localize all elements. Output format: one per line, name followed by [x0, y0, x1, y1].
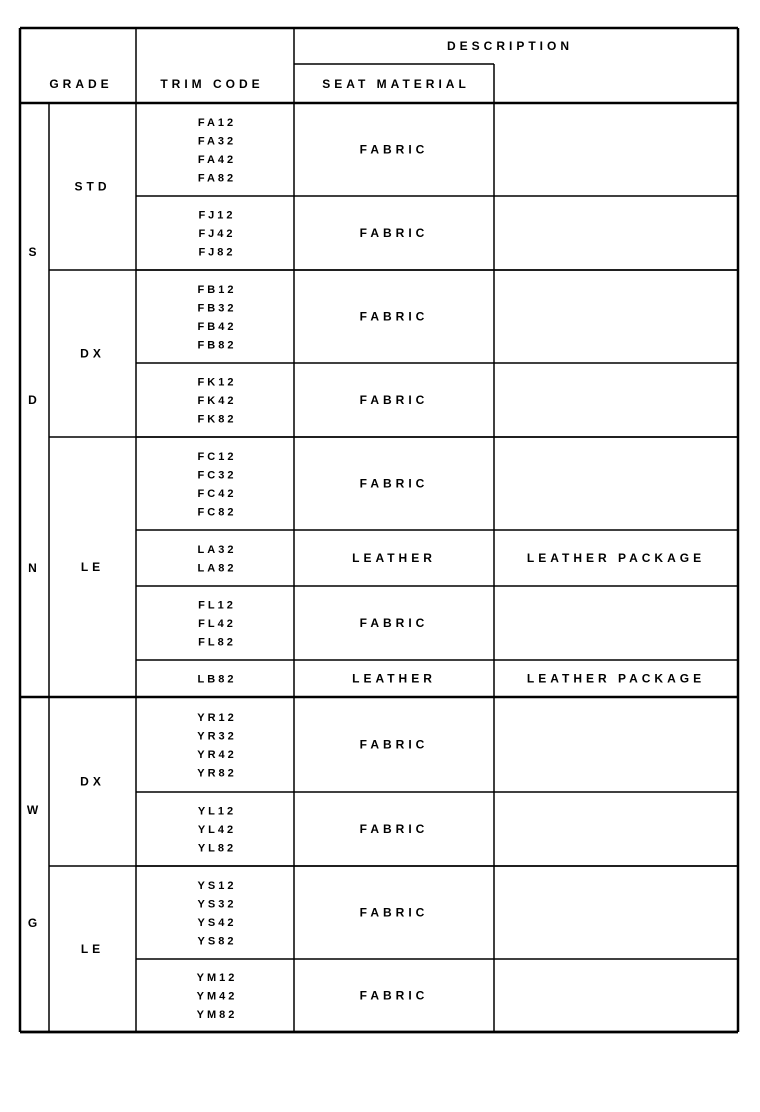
- grade-name: LE: [80, 560, 105, 574]
- trim-code: YM12: [196, 972, 238, 984]
- trim-code: FL82: [198, 636, 236, 649]
- trim-code: YS82: [197, 935, 237, 948]
- trim-code: FB82: [197, 339, 237, 352]
- header-trim-code: TRIM CODE: [160, 77, 264, 91]
- trim-code: YM42: [196, 990, 238, 1003]
- trim-code: YR42: [197, 748, 237, 761]
- trim-code: FK12: [197, 376, 237, 389]
- seat-material: FABRIC: [359, 309, 429, 324]
- trim-code: YR32: [197, 730, 237, 743]
- trim-code: FB42: [197, 320, 237, 333]
- grade-name: LE: [80, 942, 105, 956]
- seat-material: FABRIC: [359, 476, 429, 491]
- package-note: LEATHER PACKAGE: [526, 551, 706, 565]
- trim-code: FJ12: [198, 209, 236, 222]
- group-letter-g: G: [27, 916, 42, 930]
- trim-code: LA82: [197, 562, 237, 575]
- seat-material: FABRIC: [359, 822, 429, 836]
- trim-code: FK82: [197, 413, 237, 426]
- trim-code: LA32: [197, 543, 237, 556]
- header-grade: GRADE: [49, 77, 113, 91]
- trim-code: FJ82: [198, 246, 236, 259]
- trim-code: FK42: [197, 395, 237, 407]
- trim-code: FJ42: [198, 228, 236, 240]
- trim-code: FA42: [197, 153, 237, 166]
- seat-material: FABRIC: [359, 616, 429, 630]
- seat-material: LEATHER: [352, 551, 436, 565]
- grade-name: STD: [74, 179, 111, 194]
- grade-name: DX: [80, 346, 105, 361]
- group-letter-d: D: [28, 393, 41, 407]
- seat-material: FABRIC: [359, 737, 429, 752]
- trim-code: FC32: [197, 469, 237, 482]
- group-letter-w: W: [26, 803, 43, 817]
- trim-code: FB32: [197, 302, 237, 315]
- seat-material: LEATHER: [352, 671, 436, 686]
- trim-code: YL42: [197, 824, 237, 836]
- trim-code: FC12: [197, 450, 237, 463]
- trim-code: YR12: [197, 711, 237, 724]
- group-letter-n: N: [28, 561, 41, 575]
- package-note: LEATHER PACKAGE: [526, 671, 706, 686]
- seat-material: FABRIC: [359, 905, 429, 920]
- trim-code: YM82: [196, 1009, 238, 1021]
- trim-code: YL82: [197, 842, 237, 855]
- trim-code: FC82: [197, 506, 237, 519]
- trim-code: YS12: [197, 879, 237, 892]
- seat-material: FABRIC: [359, 142, 429, 157]
- seat-material: FABRIC: [359, 226, 429, 240]
- trim-code: YR82: [197, 767, 237, 780]
- trim-code: YS42: [197, 916, 237, 929]
- trim-code: FA32: [197, 135, 237, 148]
- header-seat-material: SEAT MATERIAL: [322, 77, 470, 91]
- group-letter-s: S: [28, 245, 41, 259]
- trim-code: FB12: [197, 283, 237, 296]
- trim-code: FA12: [197, 116, 237, 129]
- trim-code: YL12: [197, 805, 237, 818]
- trim-code: FA82: [197, 172, 237, 185]
- table-grid: [20, 28, 738, 1032]
- grade-name: DX: [80, 774, 105, 789]
- trim-code: FL42: [198, 618, 236, 630]
- trim-code: LB82: [197, 673, 237, 686]
- header-description: DESCRIPTION: [446, 39, 574, 53]
- seat-material: FABRIC: [359, 988, 429, 1003]
- trim-code: FC42: [197, 487, 237, 500]
- trim-code: YS32: [197, 898, 237, 911]
- seat-material: FABRIC: [359, 393, 429, 407]
- trim-code: FL12: [198, 599, 236, 612]
